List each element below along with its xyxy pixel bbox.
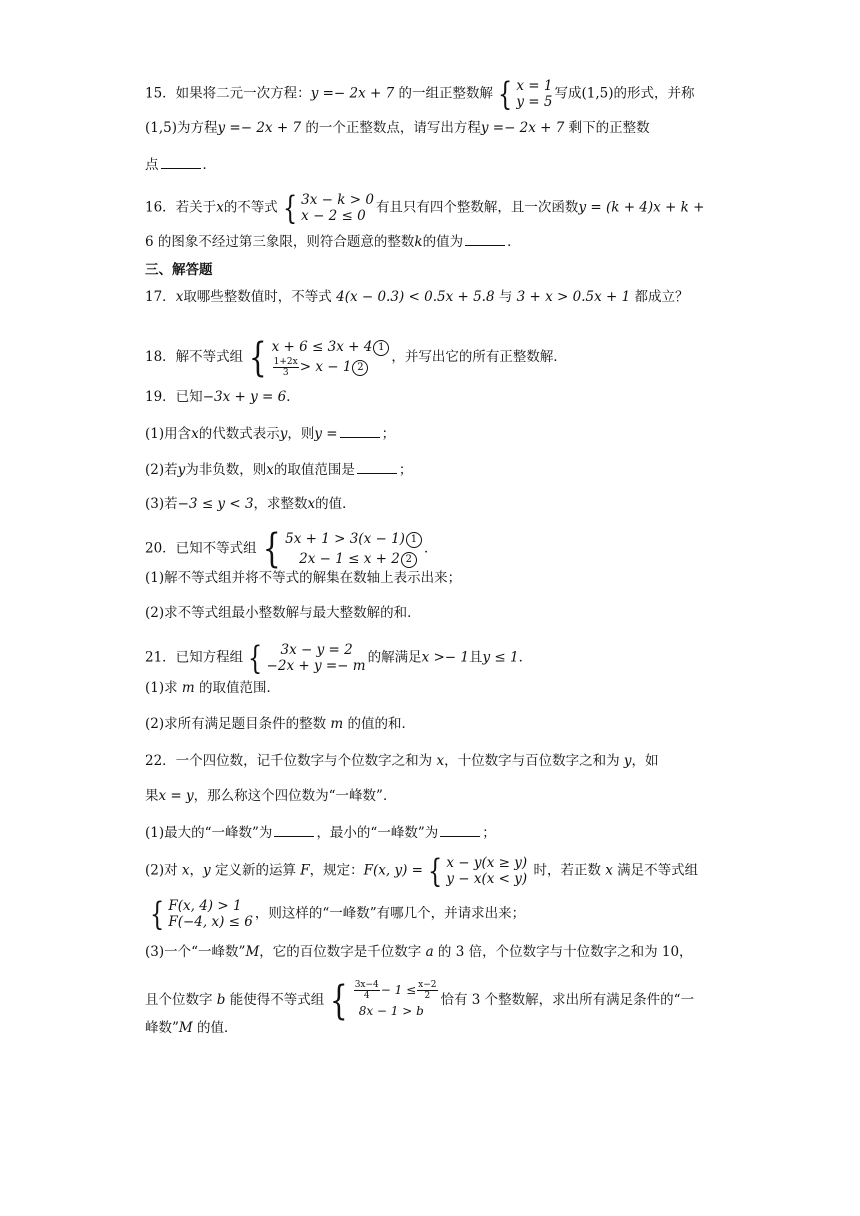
text: ．	[286, 389, 300, 405]
inequality: x − 2 ≤ 0	[301, 208, 366, 224]
inequality: 4(x − 0.3) < 0.5x + 5.8	[336, 289, 495, 305]
variable: x	[436, 753, 445, 769]
text: 的值．	[315, 496, 356, 512]
text: 21．已知方程组	[145, 649, 244, 666]
variable: M	[245, 944, 260, 960]
variable: x	[175, 289, 184, 305]
q21-line-3	[145, 714, 415, 734]
variable: F	[300, 862, 310, 879]
equation: −2x + y =− m	[266, 658, 366, 674]
answer-blank[interactable]	[161, 154, 201, 169]
equation: y =− 2x + 7	[310, 85, 395, 102]
inequality: 8x − 1 > b	[358, 1004, 424, 1018]
text: (1)最大的“一峰数”为	[145, 825, 273, 841]
answer-blank[interactable]	[465, 231, 505, 246]
variable: a	[425, 944, 434, 960]
text: 峰数”	[145, 1020, 179, 1036]
q22-line-8	[145, 1018, 238, 1038]
text: (2)若	[145, 462, 178, 478]
variable: m	[330, 716, 344, 732]
q19-line-3	[145, 459, 412, 480]
inequality: y ≤ 1	[482, 649, 519, 666]
text: 的解满足	[367, 649, 422, 666]
fraction-numerator: x−2	[418, 980, 437, 990]
answer-blank[interactable]	[340, 423, 380, 438]
q22-line-1	[145, 751, 659, 771]
text: 为非负数，则	[185, 462, 267, 478]
variable: x	[266, 462, 274, 478]
piecewise-case: y − x(x < y)	[446, 871, 528, 887]
q19-line-1	[145, 387, 300, 407]
variable: y	[279, 426, 288, 442]
text: 18．解不等式组	[145, 349, 244, 365]
text: ，那么称这个四位数为“一峰数”．	[193, 788, 397, 804]
text: 的代数式表示	[198, 426, 280, 442]
inequality-system: { x + 6 ≤ 3x + 4 1 $\frac{1+2x}{3}$ > x − 1 2	[245, 337, 389, 378]
inequality: F(x, 4) > 1	[168, 898, 242, 914]
text: 的一个正整数点，请写出方程	[301, 120, 481, 136]
variable: x	[307, 496, 316, 512]
variable: y	[623, 753, 632, 769]
text: ，十位数字与百位数字之和为	[444, 753, 624, 769]
inequality-system: { 5x + 1 > 3(x − 1) 1 2x − 1 ≤ x + 2 2	[259, 529, 422, 569]
inequality: −3 ≤ y < 3	[177, 496, 254, 512]
answer-blank[interactable]	[440, 822, 480, 837]
inequality-system: { 3x − k > 0 x − 2 ≤ 0	[282, 189, 374, 227]
inequality: 3x − k > 0	[301, 192, 374, 208]
text: 6 的图象不经过第三象限，则符合题意的整数	[145, 234, 415, 250]
q22-line-4	[145, 852, 699, 890]
text: 能使得不等式组	[225, 992, 325, 1008]
text: 的不等式	[223, 199, 278, 216]
text: 16．若关于	[145, 199, 217, 216]
equation: x = y	[158, 788, 194, 804]
variable: y	[177, 462, 186, 478]
q21-line-1	[145, 639, 533, 677]
text: ，最小的“一峰数”为	[316, 825, 439, 841]
text: 都成立？	[630, 289, 689, 305]
variable: y	[203, 862, 211, 879]
text: 恰有 3 个整数解，求出所有满足条件的“一	[440, 992, 695, 1008]
text: 19．已知	[145, 389, 203, 405]
equation: x = 1	[516, 78, 553, 94]
fraction-denominator: 3	[282, 368, 289, 378]
inequality: 2x − 1 ≤ x + 2	[299, 551, 400, 567]
text: 果	[145, 788, 159, 804]
fraction-numerator: 1+2x	[273, 357, 298, 367]
q17-line	[145, 287, 689, 307]
q21-line-2	[145, 678, 280, 698]
q18-line	[145, 334, 567, 381]
text: 剩下的正整数	[564, 120, 650, 136]
equation: 3x − y = 2	[280, 642, 353, 658]
text: ．	[518, 649, 533, 666]
equation: y = 5	[516, 94, 553, 110]
text: (3)若	[145, 496, 178, 512]
piecewise-definition: { x − y(x ≥ y) y − x(x < y)	[428, 852, 528, 890]
circled-number: 1	[406, 532, 422, 548]
text: 定义新的运算	[210, 862, 301, 879]
equation: y = (k + 4)x + k +	[578, 199, 705, 216]
text: ，	[189, 862, 204, 879]
inequality: − 1 ≤	[380, 983, 417, 997]
text: 点	[145, 157, 159, 173]
text: ；	[398, 462, 413, 478]
text: ，并写出它的所有正整数解．	[391, 349, 567, 365]
circled-number: 2	[401, 552, 417, 568]
text: ，规定：	[309, 862, 364, 879]
equation-system: { 3x − y = 2 −2x + y =− m	[248, 639, 366, 677]
text: ，则这样的“一峰数”有哪几个，并请求出来；	[254, 905, 526, 922]
text: 的取值范围．	[194, 680, 281, 696]
q15-line-3	[145, 154, 216, 175]
text: 的值的和．	[343, 716, 416, 732]
equation: y =	[314, 426, 338, 442]
equation-system: { x = 1 y = 5	[498, 75, 553, 113]
q15-line-2	[145, 118, 650, 138]
fraction-denominator: 2	[424, 991, 431, 1001]
variable: m	[181, 680, 195, 696]
text: 20．已知不等式组	[145, 540, 257, 557]
inequality: 5x + 1 > 3(x − 1)	[285, 531, 405, 547]
q22-line-2	[145, 786, 396, 806]
inequality-system: { $\frac{3x-4}{4}$ − 1 ≤ $\frac{x-2}{2}$ 8x − 1 > b	[330, 977, 437, 1024]
q22-line-3	[145, 822, 496, 843]
q20-line-2: (1)解不等式组并将不等式的解集在数轴上表示出来；	[145, 570, 462, 586]
inequality: x + 6 ≤ 3x + 4	[271, 339, 373, 355]
text: 且个位数字	[145, 992, 217, 1008]
text: 写成(1,5)的形式，并称	[554, 85, 695, 102]
equation: −3x + y = 6	[202, 389, 287, 405]
fraction-numerator: 3x−4	[354, 980, 379, 990]
answer-blank[interactable]	[357, 459, 397, 474]
text: ，如	[631, 753, 659, 769]
text: ，则	[287, 426, 315, 442]
fraction-denominator: 4	[363, 991, 370, 1001]
text: 22．一个四位数，记千位数字与个位数字之和为	[145, 753, 437, 769]
q15-line-1	[145, 75, 695, 113]
equation: F(x, y) =	[363, 862, 423, 879]
text: 15．如果将二元一次方程：	[145, 85, 311, 102]
text: 的 3 倍，个位数字与十位数字之和为 10，	[433, 944, 693, 960]
text: 有且只有四个整数解，且一次函数	[375, 199, 579, 216]
text: (1)用含	[145, 426, 192, 442]
variable: x	[605, 862, 613, 879]
text: ；	[482, 825, 496, 841]
text: 的一组正整数解	[394, 85, 494, 102]
text: ，求整数	[253, 496, 308, 512]
variable: k	[414, 234, 423, 250]
inequality: 3 + x > 0.5x + 1	[516, 289, 631, 305]
text: 17．	[145, 289, 176, 305]
equation: y =− 2x + 7	[480, 120, 565, 136]
q22-line-7	[145, 977, 695, 1024]
text: ；	[381, 426, 396, 442]
text: (1,5)为方程	[145, 120, 218, 136]
text: ．	[423, 540, 438, 557]
q19-line-4	[145, 494, 356, 514]
q19-line-2	[145, 423, 395, 444]
variable: b	[216, 992, 226, 1008]
text: 的取值范围是	[273, 462, 355, 478]
variable: x	[216, 199, 224, 216]
piecewise-case: x − y(x ≥ y)	[446, 855, 528, 871]
q22-line-5	[145, 895, 526, 933]
text: ．	[507, 234, 521, 250]
text: ．	[202, 157, 216, 173]
text: 满足不等式组	[612, 862, 699, 879]
variable: M	[178, 1020, 193, 1036]
answer-blank[interactable]	[274, 822, 314, 837]
q20-line-3: (2)求不等式组最小整数解与最大整数解的和．	[145, 605, 421, 621]
text: (2)求所有满足题目条件的整数	[145, 716, 331, 732]
q22-line-6	[145, 942, 693, 962]
q16-line-2	[145, 231, 521, 252]
text: ，它的百位数字是千位数字	[259, 944, 426, 960]
variable: x	[191, 426, 199, 442]
text: 取哪些整数值时，不等式	[183, 289, 337, 305]
text: 的值．	[192, 1020, 238, 1036]
text: 与	[494, 289, 517, 305]
inequality: > x − 1	[299, 359, 352, 375]
text: 的值为	[422, 234, 464, 250]
equation: y =− 2x + 7	[217, 120, 302, 136]
section-heading: 三、解答题	[145, 262, 213, 278]
text: (1)求	[145, 680, 182, 696]
circled-number: 1	[373, 340, 389, 356]
variable: x	[181, 862, 190, 879]
inequality-system: { F(x, 4) > 1 F(−4, x) ≤ 6	[150, 895, 253, 933]
text: (3)一个“一峰数”	[145, 944, 246, 960]
q16-line-1	[145, 189, 705, 227]
inequality: F(−4, x) ≤ 6	[168, 914, 253, 930]
q20-line-1	[145, 526, 438, 572]
text: (2)对	[145, 862, 182, 879]
inequality: x >− 1	[421, 649, 470, 666]
circled-number: 2	[352, 360, 368, 376]
text: 且	[469, 649, 483, 666]
text: 时，若正数	[529, 862, 606, 879]
